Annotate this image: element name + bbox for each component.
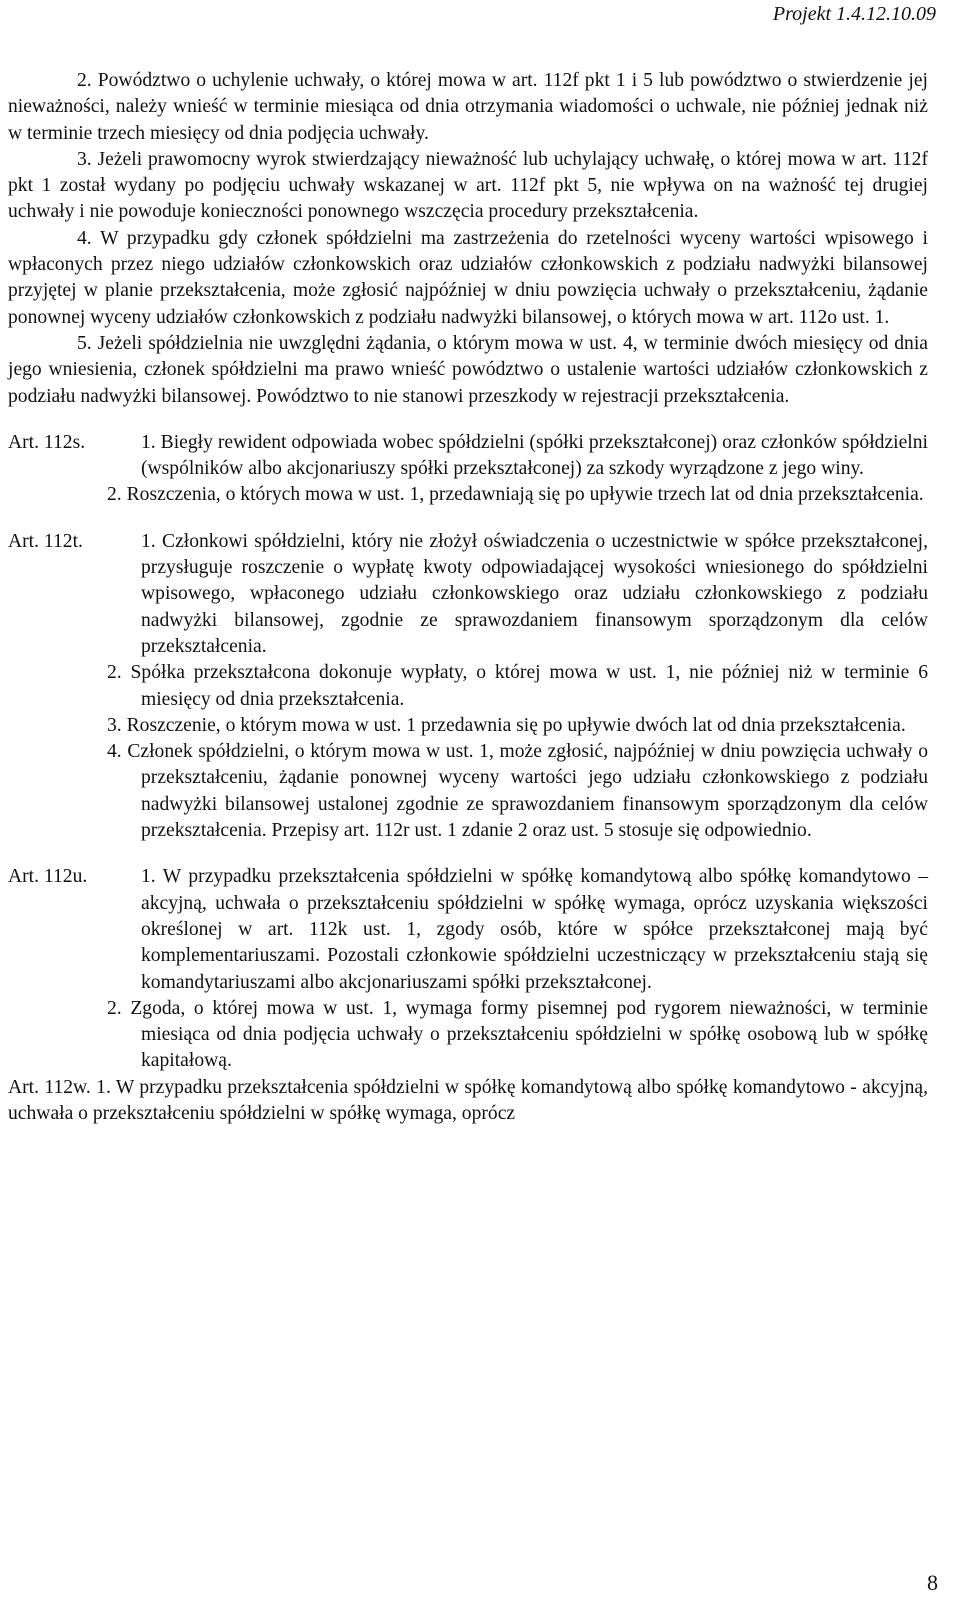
- article-112t-text-1: 1. Członkowi spółdzielni, który nie złożył oświadczenia o uczestnictwie w spółce przekształconej, przysługuje roszczenie o wypłatę kwoty odpowiadającej wysokości wniesionego do spółdzielni wpisowego, wpłaconego udziału członkowskiego oraz udziału członkowskiego z podziału nadwyżki bilansowej, zgodnie ze sprawozdaniem finansowym sporządzonym dla celów przekształcenia.: [141, 530, 928, 657]
- paragraph-3: 3. Jeżeli prawomocny wyrok stwierdzający nieważność lub uchylający uchwałę, o której mowa w art. 112f pkt 1 został wydany po podjęciu uchwały wskazanej w art. 112f pkt 5, nie wpływa on na ważność tej drugiej uchwały i nie powoduje konieczności ponownego wszczęcia procedury przekształcenia.: [8, 148, 928, 223]
- article-112t-item-4: 4. Członek spółdzielni, o którym mowa w ust. 1, może zgłosić, najpóźniej w dniu powzięcia uchwały o przekształceniu, żądanie ponownej wyceny wartości jego udziału członkowskiego z podziału nadwyżki bilansowej ustalonej zgodnie ze sprawozdaniem finansowym sporządzonym dla celów przekształcenia. Przepisy art. 112r ust. 1 zdanie 2 oraz ust. 5 stosuje się odpowiednio.: [107, 741, 928, 842]
- article-112t-heading: Art. 112t.: [8, 530, 83, 552]
- article-112s-text-1: 1. Biegły rewident odpowiada wobec spółdzielni (spółki przekształconej) oraz członków spółdzielni (wspólników albo akcjonariuszy spółki przekształconej) za szkody wyrządzone z jego winy.: [141, 431, 928, 480]
- article-112u-heading: Art. 112u.: [8, 866, 88, 888]
- article-112t-item-1: [8, 529, 928, 660]
- article-112s-heading: Art. 112s.: [8, 431, 86, 453]
- document-body: [8, 68, 928, 1127]
- article-112t-item-3: 3. Roszczenie, o którym mowa w ust. 1 przedawnia się po upływie dwóch lat od dnia przekształcenia.: [107, 714, 906, 736]
- article-112s-item-2: 2. Roszczenia, o których mowa w ust. 1, przedawniają się po upływie trzech lat od dnia przekształcenia.: [107, 484, 924, 506]
- paragraph-5: 5. Jeżeli spółdzielnia nie uwzględni żądania, o którym mowa w ust. 4, w terminie dwóch miesięcy od dnia jego wniesienia, członek spółdzielni ma prawo wnieść powództwo o ustalenie wartości udziałów członkowskich z podziału nadwyżki bilansowej. Powództwo to nie stanowi przeszkody w rejestracji przekształcenia.: [8, 332, 928, 407]
- article-112u-item-2: 2. Zgoda, o której mowa w ust. 1, wymaga formy pisemnej pod rygorem nieważności, w terminie miesiąca od dnia podjęcia uchwały o przekształceniu spółdzielni w spółkę osobową lub w spółkę kapitałową.: [107, 997, 928, 1072]
- article-112u-text-1: 1. W przypadku przekształcenia spółdzielni w spółkę komandytową albo spółkę komandytowo – akcyjną, uchwała o przekształceniu spółdzielni w spółkę wymaga, oprócz uzyskania większości określonej w art. 112k ust. 1, zgody osób, które w spółce przekształconej mają być komplementariuszami. Pozostali członkowie spółdzielni uczestniczący w przekształceniu stają się komandytariuszami albo akcjonariuszami spółki przekształconej.: [141, 866, 928, 993]
- paragraph-2: 2. Powództwo o uchylenie uchwały, o której mowa w art. 112f pkt 1 i 5 lub powództwo o stwierdzenie jej nieważności, należy wnieść w terminie miesiąca od dnia otrzymania wiadomości o uchwale, nie później jednak niż w terminie trzech miesięcy od dnia podjęcia uchwały.: [8, 70, 928, 144]
- article-112u-item-1: [8, 864, 928, 995]
- article-112s-item-1: [8, 430, 928, 483]
- article-112t-item-2: 2. Spółka przekształcona dokonuje wypłaty, o której mowa w ust. 1, nie później niż w terminie 6 miesięcy od dnia przekształcenia.: [107, 662, 928, 710]
- page-number: 8: [927, 1570, 938, 1595]
- paragraph-4: 4. W przypadku gdy członek spółdzielni ma zastrzeżenia do rzetelności wyceny wartości wpisowego i wpłaconych przez niego udziałów członkowskich oraz udziałów członkowskich z podziału nadwyżki bilansowej przyjętej w planie przekształcenia, może zgłosić najpóźniej w dniu powzięcia uchwały o przekształceniu, żądanie ponownej wyceny udziałów członkowskich z podziału nadwyżki bilansowej, o których mowa w art. 112o ust. 1.: [8, 227, 928, 328]
- document-header: Projekt 1.4.12.10.09: [772, 3, 936, 25]
- article-112w-item-1: Art. 112w. 1. W przypadku przekształcenia spółdzielni w spółkę komandytową albo spółkę komandytowo - akcyjną, uchwała o przekształceniu spółdzielni w spółkę wymaga, oprócz: [8, 1076, 928, 1124]
